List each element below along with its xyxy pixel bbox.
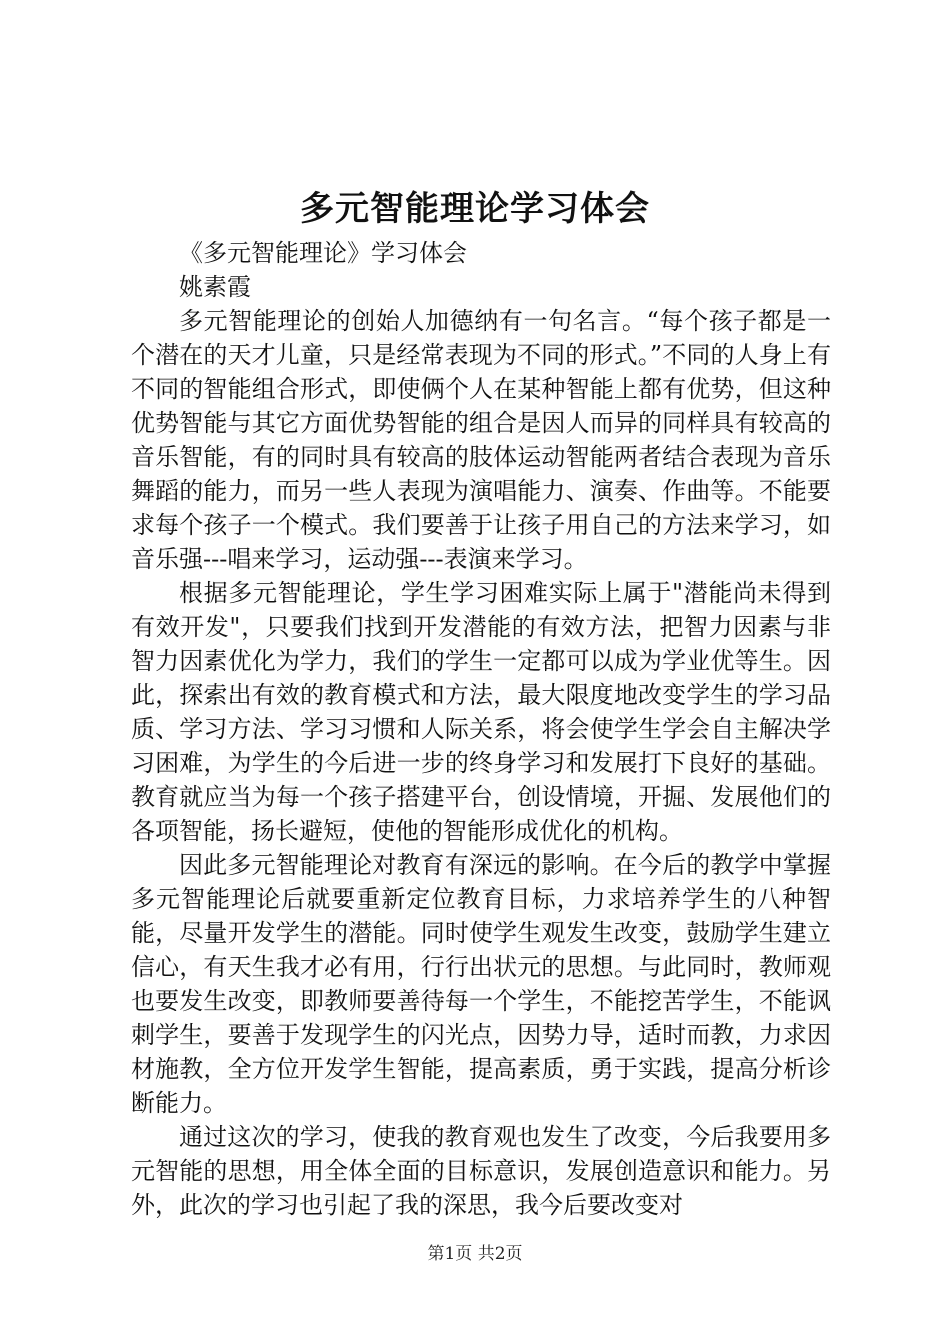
page-footer: 第1页 共2页 bbox=[427, 1244, 523, 1264]
document-subtitle: 《多元智能理论》学习体会 bbox=[179, 239, 467, 267]
paragraph-2: 根据多元智能理论，学生学习困难实际上属于"潜能尚未得到有效开发"，只要我们找到开发潜能的有效方法，把智力因素与非智力因素优化为学力，我们的学生一定都可以成为学业优等生。因此，探索出有效的教育模式和方法，最大限度地改变学生的学习品质、学习方法、学习习惯和人际关系，将会使学生学会自主解决学习困难，为学生的今后进一步的终身学习和发展打下良好的基础。教育就应当为每一个孩子搭建平台，创设情境，开掘、发展他们的各项智能，扬长避短，使他的智能形成优化的机构。 bbox=[131, 579, 831, 845]
document-author: 姚素霞 bbox=[179, 273, 251, 301]
paragraph-4: 通过这次的学习，使我的教育观也发生了改变，今后我要用多元智能的思想，用全体全面的目标意识，发展创造意识和能力。另外，此次的学习也引起了我的深思，我今后要改变对 bbox=[131, 1123, 831, 1219]
document-title: 多元智能理论学习体会 bbox=[300, 189, 650, 229]
document-body bbox=[131, 236, 831, 1222]
paragraph-3: 因此多元智能理论对教育有深远的影响。在今后的教学中掌握多元智能理论后就要重新定位教育目标，力求培养学生的八种智能，尽量开发学生的潜能。同时使学生观发生改变，鼓励学生建立信心，有天生我才必有用，行行出状元的思想。与此同时，教师观也要发生改变，即教师要善待每一个学生，不能挖苦学生，不能讽刺学生，要善于发现学生的闪光点，因势力导，适时而教，力求因材施教，全方位开发学生智能，提高素质，勇于实践，提高分析诊断能力。 bbox=[131, 851, 831, 1117]
paragraph-1: 多元智能理论的创始人加德纳有一句名言。“每个孩子都是一个潜在的天才儿童，只是经常表现为不同的形式。”不同的人身上有不同的智能组合形式，即使俩个人在某种智能上都有优势，但这种优势智能与其它方面优势智能的组合是因人而异的同样具有较高的音乐智能，有的同时具有较高的肢体运动智能两者结合表现为音乐舞蹈的能力，而另一些人表现为演唱能力、演奏、作曲等。不能要求每个孩子一个模式。我们要善于让孩子用自己的方法来学习，如音乐强---唱来学习，运动强---表演来学习。 bbox=[131, 307, 831, 573]
